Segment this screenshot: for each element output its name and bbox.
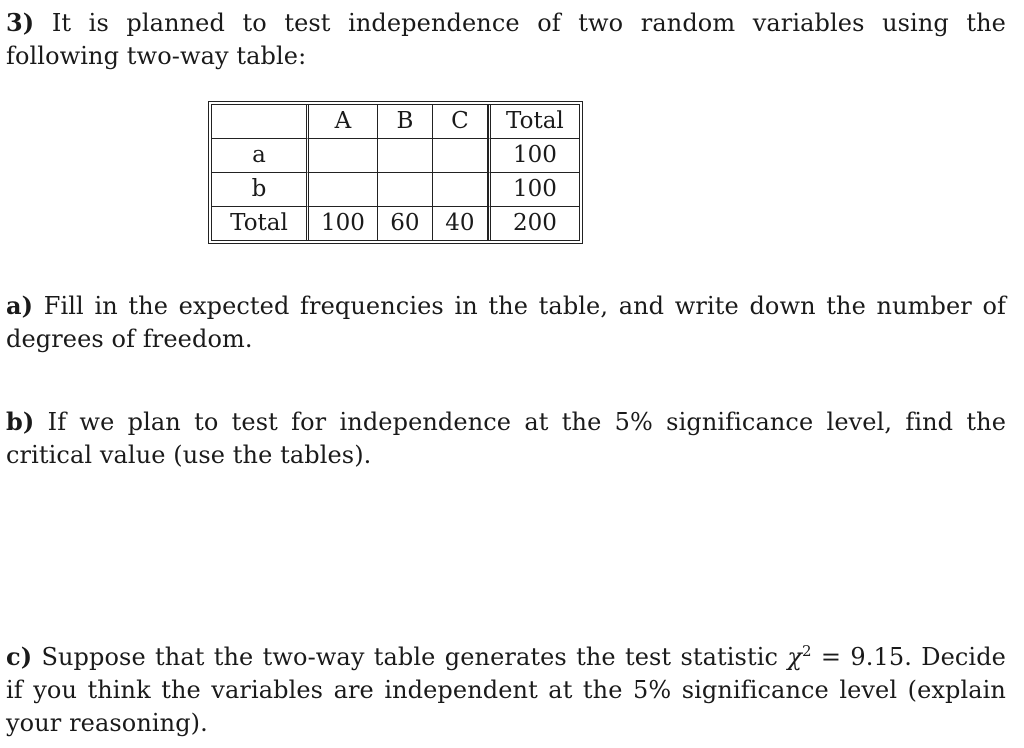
row-label: Total bbox=[212, 207, 309, 240]
table-cell: 60 bbox=[378, 207, 433, 240]
test-statistic-value: = 9.15. bbox=[820, 643, 912, 671]
part-c-label: c) bbox=[6, 642, 33, 671]
part-a-label: a) bbox=[6, 291, 34, 320]
part-b-text: If we plan to test for independence at the 5% significance level, find the critical value (use the tables). bbox=[6, 408, 1006, 469]
row-label: b bbox=[212, 173, 309, 207]
table-row bbox=[212, 173, 579, 207]
table-header-cell: A bbox=[309, 105, 378, 139]
table-header-cell: Total bbox=[488, 105, 579, 139]
question-intro-text: It is planned to test independence of two random variables using the following two-way table: bbox=[6, 9, 1006, 70]
table-cell bbox=[309, 173, 378, 207]
part-b-label: b) bbox=[6, 407, 35, 436]
table-row bbox=[212, 207, 579, 240]
question-intro bbox=[6, 6, 1006, 73]
table-cell: 100 bbox=[488, 139, 579, 173]
table-cell: 40 bbox=[433, 207, 488, 240]
table-cell: 200 bbox=[488, 207, 579, 240]
chi-superscript: 2 bbox=[801, 642, 812, 660]
question-number: 3) bbox=[6, 8, 35, 37]
table-cell: 100 bbox=[488, 173, 579, 207]
part-a-text: Fill in the expected frequencies in the table, and write down the number of degrees of freedom. bbox=[6, 292, 1007, 353]
table-header-cell: C bbox=[433, 105, 488, 139]
part-c-text-after: Decide if you think the variables are independent at the 5% significance level (explain your reasoning). bbox=[6, 643, 1006, 737]
table-cell bbox=[433, 173, 488, 207]
chi-symbol: χ bbox=[787, 643, 802, 671]
table-header-cell bbox=[212, 105, 309, 139]
table-cell bbox=[378, 173, 433, 207]
table-row bbox=[212, 139, 579, 173]
two-way-table bbox=[211, 104, 580, 241]
table-cell bbox=[309, 139, 378, 173]
table-cell: 100 bbox=[309, 207, 378, 240]
two-way-table-wrapper bbox=[211, 104, 580, 241]
part-c bbox=[6, 640, 1006, 740]
row-label: a bbox=[212, 139, 309, 173]
part-b bbox=[6, 405, 1006, 472]
table-cell bbox=[378, 139, 433, 173]
part-c-text-before: Suppose that the two-way table generates the test statistic bbox=[41, 643, 779, 671]
table-cell bbox=[433, 139, 488, 173]
table-header-row bbox=[212, 105, 579, 139]
part-a bbox=[6, 289, 1006, 356]
table-header-cell: B bbox=[378, 105, 433, 139]
